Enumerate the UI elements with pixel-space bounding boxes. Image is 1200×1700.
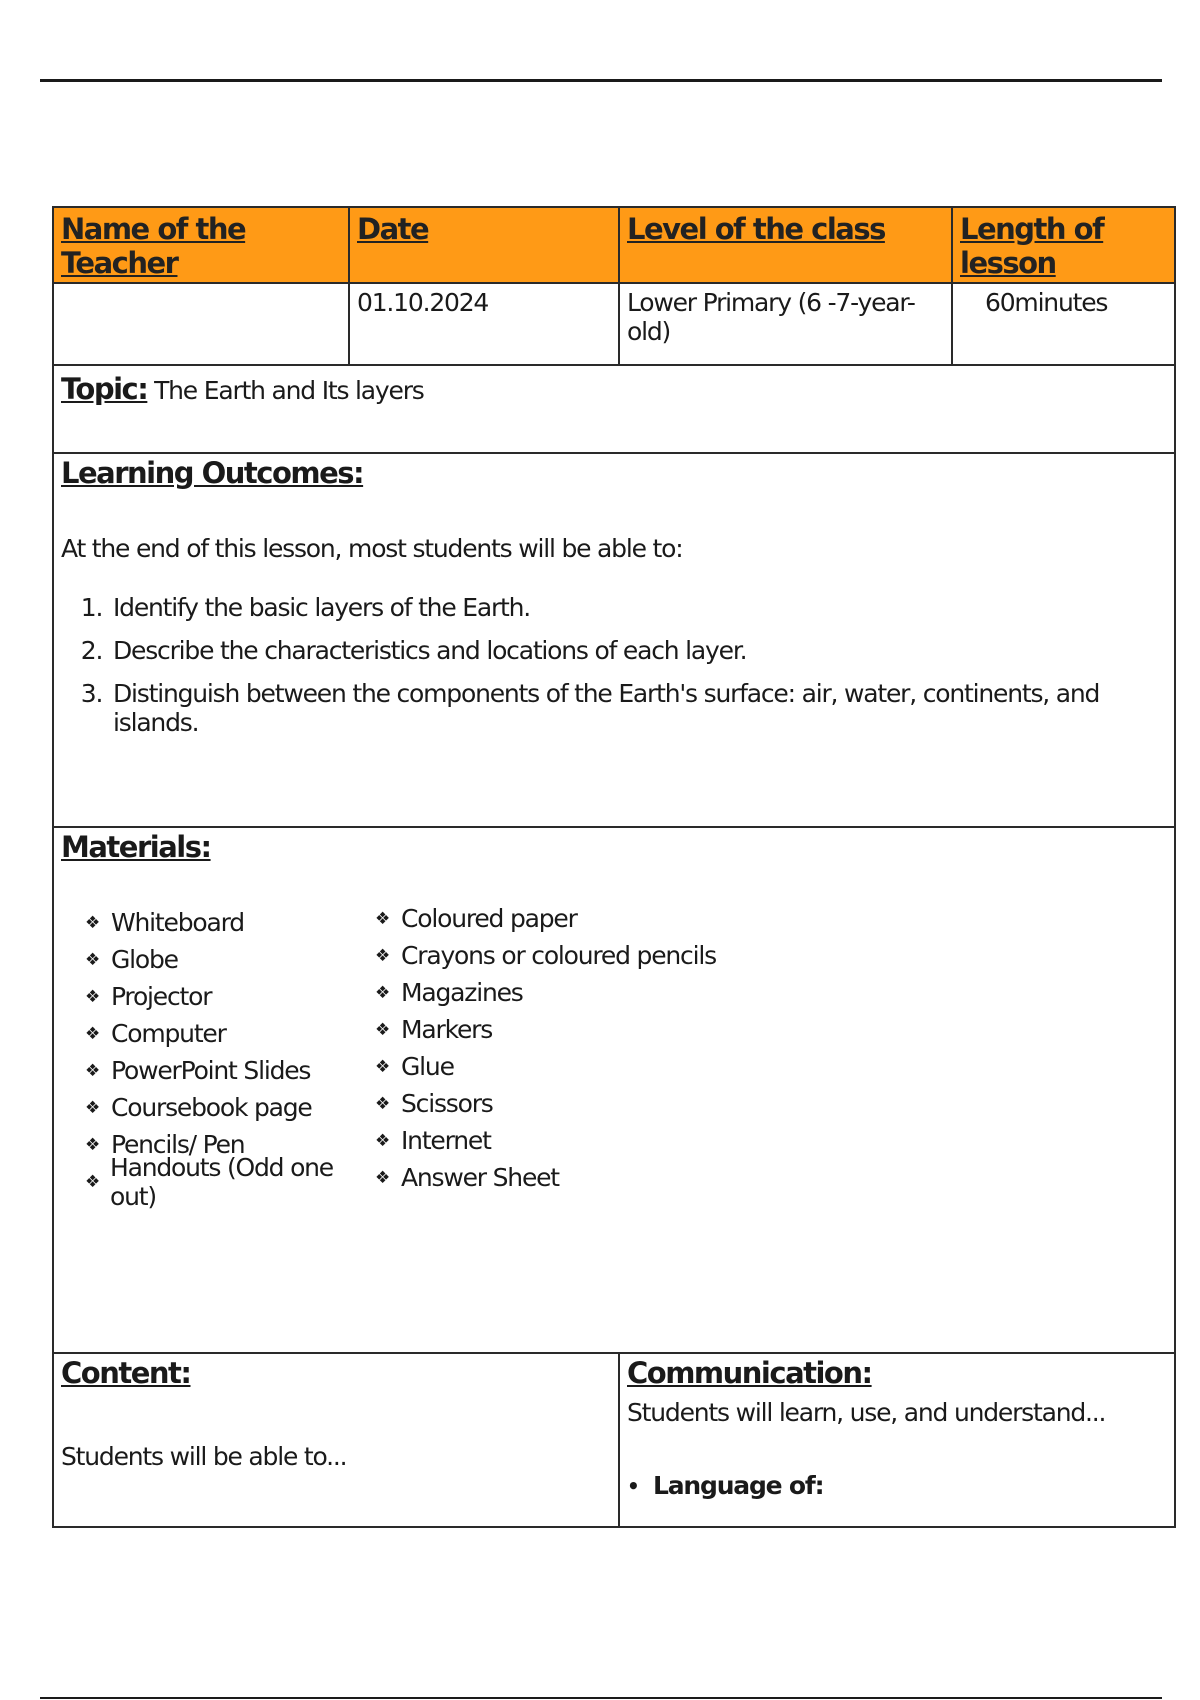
learning-outcomes-list (61, 593, 1167, 737)
materials-list-left (85, 904, 375, 1211)
diamond-bullet-icon: ❖ (375, 1167, 390, 1188)
material-item: ❖ Scissors (375, 1089, 493, 1118)
materials-row (53, 827, 1175, 1353)
learning-outcomes-label: Learning Outcomes: (61, 456, 364, 490)
diamond-bullet-icon: ❖ (85, 1134, 100, 1155)
material-item: ❖ Glue (375, 1052, 454, 1081)
diamond-bullet-icon: ❖ (375, 945, 390, 966)
length-value: 60minutes (952, 283, 1175, 365)
topic-text: The Earth and Its layers (154, 376, 424, 405)
content-communication-row (53, 1353, 1175, 1527)
material-item: ❖ Computer (85, 1019, 226, 1048)
lesson-plan-table (52, 206, 1176, 1528)
communication-label: Communication: (627, 1356, 872, 1390)
topic-label: Topic: (61, 372, 148, 406)
values-row (53, 283, 1175, 365)
content-text: Students will be able to... (61, 1442, 347, 1471)
diamond-bullet-icon: ❖ (85, 986, 100, 1007)
length-header-cell: Length of lesson (952, 207, 1175, 283)
material-item: ❖ Globe (85, 945, 178, 974)
diamond-bullet-icon: ❖ (375, 1130, 390, 1151)
level-header-cell: Level of the class (619, 207, 952, 283)
material-item: ❖ Handouts (Odd one out) (85, 1152, 333, 1211)
communication-text: Students will learn, use, and understand... (627, 1398, 1106, 1427)
diamond-bullet-icon: ❖ (85, 1023, 100, 1044)
outcome-item: 2. Describe the characteristics and locations of each layer. (109, 636, 1167, 665)
material-item: ❖ PowerPoint Slides (85, 1056, 311, 1085)
material-item: ❖ Coursebook page (85, 1093, 312, 1122)
communication-cell (619, 1353, 1175, 1527)
material-item: ❖ Crayons or coloured pencils (375, 941, 716, 970)
learning-outcomes-row (53, 453, 1175, 827)
diamond-bullet-icon: ❖ (375, 1019, 390, 1040)
bottom-rule (40, 1697, 1162, 1699)
diamond-bullet-icon: ❖ (85, 1060, 100, 1081)
topic-cell (53, 365, 1175, 453)
material-item: ❖ Pencils/ Pen (85, 1130, 245, 1159)
material-item: ❖ Answer Sheet (375, 1163, 559, 1192)
materials-label: Materials: (61, 830, 211, 864)
materials-cell (53, 827, 1175, 1353)
outcome-item: 1. Identify the basic layers of the Earth. (109, 593, 1167, 622)
diamond-bullet-icon: ❖ (375, 1056, 390, 1077)
diamond-bullet-icon: ❖ (85, 949, 100, 970)
level-value: Lower Primary (6 -7-year-old) (619, 283, 952, 365)
material-item: ❖ Whiteboard (85, 908, 244, 937)
outcome-item: 3. Distinguish between the components of the Earth's surface: air, water, continents, and islands. (109, 679, 1167, 737)
date-header-cell: Date (349, 207, 619, 283)
top-rule (40, 79, 1162, 82)
material-item: ❖ Magazines (375, 978, 523, 1007)
material-item: ❖ Markers (375, 1015, 493, 1044)
diamond-bullet-icon: ❖ (375, 1093, 390, 1114)
date-value: 01.10.2024 (349, 283, 619, 365)
diamond-bullet-icon: ❖ (375, 982, 390, 1003)
teacher-header-cell: Name of the Teacher (53, 207, 349, 283)
bullet-dot-icon: • (627, 1473, 639, 1498)
material-item: ❖ Projector (85, 982, 212, 1011)
materials-list-right (375, 900, 716, 1200)
content-label: Content: (61, 1356, 191, 1390)
content-cell (53, 1353, 619, 1527)
topic-row (53, 365, 1175, 453)
diamond-bullet-icon: ❖ (85, 1097, 100, 1118)
learning-outcomes-intro: At the end of this lesson, most students will be able to: (61, 534, 683, 563)
diamond-bullet-icon: ❖ (375, 908, 390, 929)
learning-outcomes-cell (53, 453, 1175, 827)
teacher-value (53, 283, 349, 365)
material-item: ❖ Internet (375, 1126, 491, 1155)
header-row (53, 207, 1175, 283)
diamond-bullet-icon: ❖ (85, 912, 100, 933)
materials-columns (61, 904, 1167, 1211)
language-of-item: • Language of: (627, 1471, 824, 1500)
diamond-bullet-icon: ❖ (85, 1171, 100, 1192)
material-item: ❖ Coloured paper (375, 904, 577, 933)
